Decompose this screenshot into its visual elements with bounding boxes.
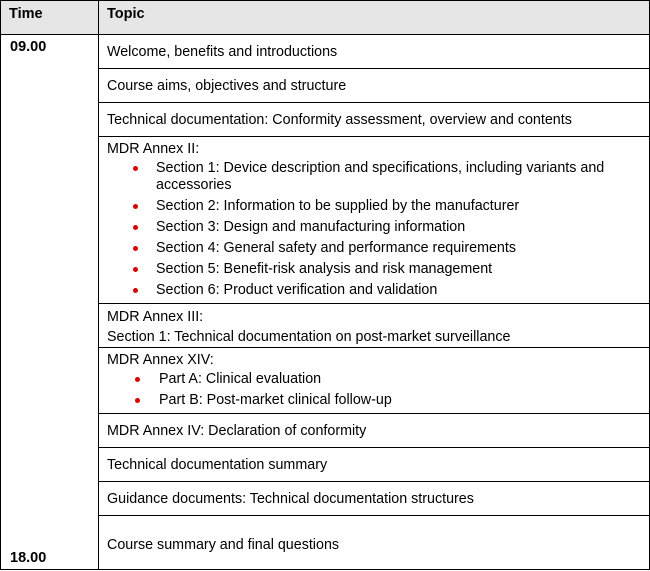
bullet-icon xyxy=(133,225,138,230)
bullet-icon xyxy=(135,398,140,403)
topic-text: Technical documentation: Conformity assessment, overview and contents xyxy=(107,112,572,128)
list-item: Section 3: Design and manufacturing information xyxy=(107,219,641,236)
header-row xyxy=(1,1,650,35)
list-item: Section 4: General safety and performance requirements xyxy=(107,240,641,257)
bullet-icon xyxy=(133,246,138,251)
list-item: Section 6: Product verification and validation xyxy=(107,282,641,299)
topic-cell xyxy=(99,69,650,103)
topic-text: Course aims, objectives and structure xyxy=(107,78,347,94)
section-title: MDR Annex XIV: xyxy=(107,352,214,368)
topic-cell xyxy=(99,103,650,137)
bullet-icon xyxy=(133,267,138,272)
time-cell xyxy=(1,35,99,570)
list-item: Section 1: Device description and specifications, including variants and accessories xyxy=(107,160,641,194)
topic-text: Technical documentation summary xyxy=(107,457,328,473)
topic-cell xyxy=(99,35,650,69)
bullet-list xyxy=(107,371,641,409)
topic-column-header: Topic xyxy=(99,1,650,35)
start-time: 09.00 xyxy=(10,39,47,55)
topic-cell xyxy=(99,482,650,516)
topic-cell xyxy=(99,137,650,304)
bullet-icon xyxy=(133,288,138,293)
topic-cell xyxy=(99,304,650,348)
section-title: MDR Annex III: xyxy=(107,309,204,325)
list-item: Section 2: Information to be supplied by the manufacturer xyxy=(107,198,641,215)
section-title: MDR Annex II: xyxy=(107,141,200,157)
topic-text: Course summary and final questions xyxy=(107,537,340,553)
list-item: Part B: Post-market clinical follow-up xyxy=(107,392,641,409)
table-row xyxy=(1,35,650,69)
end-time: 18.00 xyxy=(10,550,47,566)
list-item: Section 5: Benefit-risk analysis and risk management xyxy=(107,261,641,278)
bullet-list xyxy=(107,160,641,299)
bullet-icon xyxy=(135,377,140,382)
topic-cell xyxy=(99,448,650,482)
topic-cell xyxy=(99,516,650,570)
bullet-icon xyxy=(133,204,138,209)
list-item: Part A: Clinical evaluation xyxy=(107,371,641,388)
topic-text: MDR Annex IV: Declaration of conformity xyxy=(107,423,367,439)
topic-text: Welcome, benefits and introductions xyxy=(107,44,338,60)
bullet-icon xyxy=(133,166,138,171)
time-column-header: Time xyxy=(1,1,99,35)
section-subtitle: Section 1: Technical documentation on post-market surveillance xyxy=(107,329,511,345)
topic-cell xyxy=(99,348,650,414)
topic-cell xyxy=(99,414,650,448)
topic-text: Guidance documents: Technical documentation structures xyxy=(107,491,474,507)
